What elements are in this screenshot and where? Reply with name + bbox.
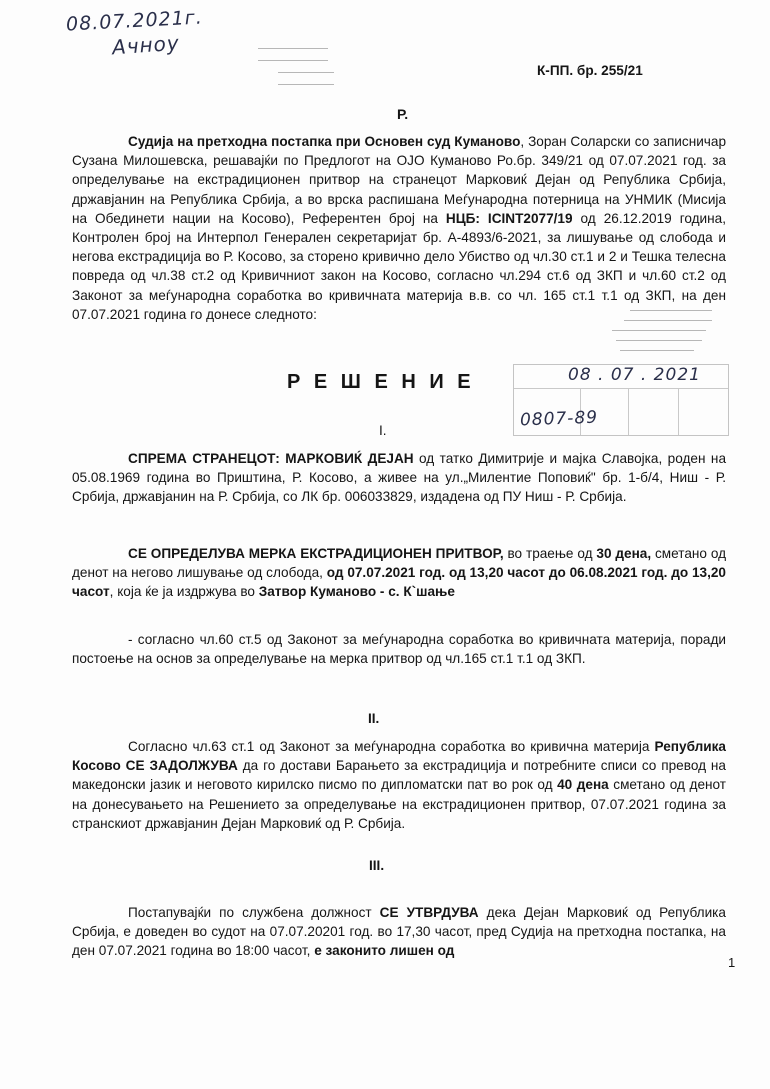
receipt-stamp-faded — [218, 36, 378, 114]
section-2-deadline: 40 дена — [557, 777, 609, 793]
section-3-text-c: е законито лишен од — [314, 943, 455, 959]
section-1-text-c: , која ќе ја издржува во — [109, 584, 259, 600]
section-2-text-a: Согласно чл.63 ст.1 од Законот за меѓународна соработка во кривична материја — [128, 739, 655, 754]
case-number: К-ПП. бр. 255/21 — [537, 63, 643, 78]
section-1-paragraph-2 — [72, 544, 726, 602]
section-1-text-a: во траење од — [503, 546, 597, 561]
section-1-subject: СПРЕМА СТРАНЕЦОТ: МАРКОВИЌ ДЕЈАН — [128, 451, 414, 466]
document-title: Р Е Ш Е Н И Е — [287, 371, 475, 393]
section-1-numeral: I. — [379, 423, 387, 438]
section-1-text-b: сметано од денот на негово лишување од слобода, — [72, 546, 727, 581]
section-2-numeral: II. — [368, 711, 380, 726]
stamp-date: 08 . 07 . 2021 — [568, 365, 701, 385]
handwritten-date: 08.07.2021г. — [65, 6, 204, 36]
section-1-period: од 07.07.2021 год. од 13,20 часот до 06.08.2021 год. до 13,20 часот — [72, 565, 726, 600]
section-1-prison: Затвор Куманово - с. К`шање — [258, 584, 455, 600]
preamble — [72, 132, 726, 324]
preamble-text-2: од 26.12.2019 година, Контролен број на Интерпол Генерален секретаријат бр. А-4893/6-2021, за лишување од слобода и негова екстрадиција во Р. Косово, за сторено кривично дело Убиство од чл.30 ст.1 и 2 и Тешка телесна повреда од чл.38 ст.2 од Кривичниот закон на Косово, согласно чл.294 ст.6 од ЗКП и чл.60 ст.2 од Законот за меѓународна соработка во кривичната материја в.в. со чл. 165 ст.1 т.1 од ЗКП, на ден 07.07.2021 година го донесе следното: — [72, 210, 726, 322]
section-1-measure: СЕ ОПРЕДЕЛУВА МЕРКА ЕКСТРАДИЦИОНЕН ПРИТВОР, — [128, 546, 504, 561]
section-1-paragraph-1 — [72, 449, 726, 507]
preamble-court: Судија на претходна постапка при Основен суд Куманово — [128, 134, 521, 149]
registry-stamp — [513, 364, 729, 436]
stamp-number: 0807-89 — [519, 407, 599, 431]
header-letter: Р. — [397, 106, 409, 122]
page-number: 1 — [728, 955, 736, 970]
seal-faded — [560, 304, 720, 356]
section-2-text-c: сметано од денот на донесувањето на Решението за определување на екстрадиционен притвор, 07.07.2021 година за странскиот државјанин Дејан Марковиќ од Р. Србија. — [72, 777, 726, 831]
section-2-obligation: Република Косово СЕ ЗАДОЛЖУВА — [72, 739, 726, 774]
section-2-paragraph — [72, 737, 726, 833]
section-3-text-a: Постапувајќи по службена должност — [128, 905, 380, 920]
section-3-numeral: III. — [369, 858, 385, 873]
section-3-finding: СЕ УТВРДУВА — [379, 905, 479, 920]
section-3-text-b: дека Дејан Марковиќ од Република Србија, е доведен во судот на 07.07.20201 год. во 17,30 часот, пред Судија на претходна постапка, на ден 07.07.2021 година во 18:00 часот, — [72, 905, 726, 959]
section-3-paragraph — [72, 903, 726, 961]
preamble-ncb: НЦБ: ICINT2077/19 — [445, 210, 573, 226]
section-1-duration: 30 дена, — [596, 546, 652, 561]
handwritten-signature: Ачноу — [111, 30, 181, 60]
section-1-legal-basis: - согласно чл.60 ст.5 од Законот за меѓународна соработка во кривичната материја, поради постоење на основ за определување на мерка притвор од чл.165 ст.1 т.1 од ЗКП. — [72, 632, 726, 667]
preamble-text-1: , Зоран Соларски со записничар Сузана Милошевска, решавајќи по Предлогот на ОЈО Куманово Ро.бр. 349/21 од 07.07.2021 год. за определување на екстрадиционен притвор на странецот Марковиќ Дејан од Република Србија, државјанин на Република Србија, а во врска распишана Меѓународна потерница на УНМИК (Мисија на Обединети нации на Косово), Референтен број на — [72, 134, 727, 226]
section-2-text-b: да го достави Барањето за екстрадиција и потребните списи со превод на македонски јазик и неговото кирилско писмо по дипломатски пат во рок од — [72, 758, 726, 793]
section-1-subject-details: од татко Димитрије и мајка Славојка, роден на 05.08.1969 година во Приштина, Р. Косово, а живее на ул.„Милентие Поповиќ" бр. 1-б/4, Ниш - Р. Србија, државјанин на Р. Србија, со ЛК бр. 006033829, издадена од ПУ Ниш - Р. Србија. — [72, 451, 726, 505]
section-1-paragraph-3 — [72, 630, 726, 668]
